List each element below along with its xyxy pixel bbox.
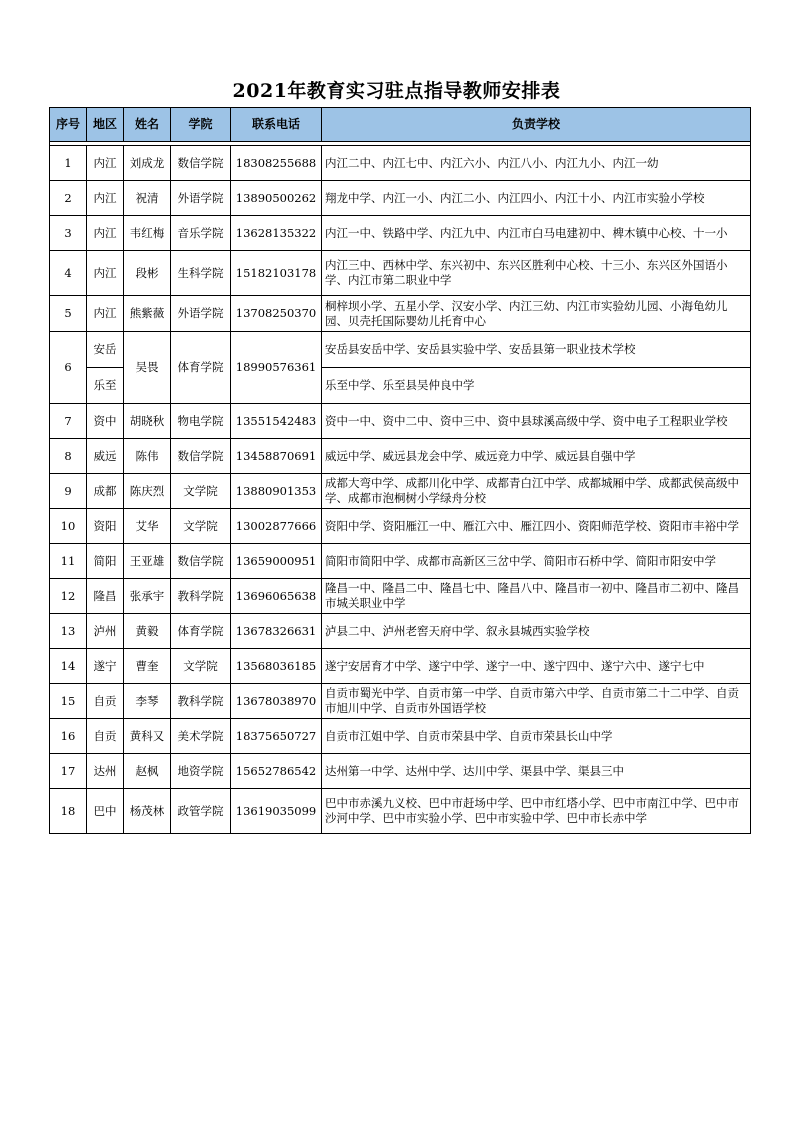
row-region: 资阳 xyxy=(87,509,124,544)
row-college: 文学院 xyxy=(171,509,231,544)
row-college: 生科学院 xyxy=(171,251,231,296)
row-number: 9 xyxy=(50,474,87,509)
row-schools: 翔龙中学、内江一小、内江二小、内江四小、内江十小、内江市实验小学校 xyxy=(322,181,751,216)
document-title: 2021年教育实习驻点指导教师安排表 xyxy=(232,80,561,102)
row-region: 内江 xyxy=(87,146,124,181)
table-row xyxy=(50,439,751,474)
row-schools: 内江三中、西林中学、东兴初中、东兴区胜利中心校、十三小、东兴区外国语小学、内江市第二职业中学 xyxy=(322,251,751,296)
row-number: 18 xyxy=(50,789,87,834)
row-phone: 13628135322 xyxy=(231,216,322,251)
row-number: 15 xyxy=(50,684,87,719)
row-number: 4 xyxy=(50,251,87,296)
row-schools: 巴中市赤溪九义校、巴中市赶场中学、巴中市红塔小学、巴中市南江中学、巴中市沙河中学、巴中市实验小学、巴中市实验中学、巴中市长赤中学 xyxy=(322,789,751,834)
row-schools: 简阳市简阳中学、成都市高新区三岔中学、简阳市石桥中学、简阳市阳安中学 xyxy=(322,544,751,579)
row-schools: 成都大弯中学、成都川化中学、成都青白江中学、成都城厢中学、成都武侯高级中学、成都市泡桐树小学绿舟分校 xyxy=(322,474,751,509)
row-college: 音乐学院 xyxy=(171,216,231,251)
row-region: 乐至 xyxy=(87,368,124,404)
row-teacher-name: 黄毅 xyxy=(124,614,171,649)
row-region: 内江 xyxy=(87,216,124,251)
row-phone: 13002877666 xyxy=(231,509,322,544)
row-phone: 18308255688 xyxy=(231,146,322,181)
table-row xyxy=(50,146,751,181)
row-region: 隆昌 xyxy=(87,579,124,614)
row-number: 6 xyxy=(50,332,87,404)
row-number: 8 xyxy=(50,439,87,474)
row-schools: 资中一中、资中二中、资中三中、资中县球溪高级中学、资中电子工程职业学校 xyxy=(322,404,751,439)
row-phone: 13551542483 xyxy=(231,404,322,439)
row-schools: 遂宁安居育才中学、遂宁中学、遂宁一中、遂宁四中、遂宁六中、遂宁七中 xyxy=(322,649,751,684)
row-college: 美术学院 xyxy=(171,719,231,754)
row-teacher-name: 王亚雄 xyxy=(124,544,171,579)
row-college: 教科学院 xyxy=(171,684,231,719)
row-college: 文学院 xyxy=(171,474,231,509)
row-schools: 资阳中学、资阳雁江一中、雁江六中、雁江四小、资阳师范学校、资阳市丰裕中学 xyxy=(322,509,751,544)
row-college: 外语学院 xyxy=(171,296,231,332)
table-row xyxy=(50,754,751,789)
row-teacher-name: 吴畏 xyxy=(124,332,171,404)
row-number: 16 xyxy=(50,719,87,754)
row-number: 10 xyxy=(50,509,87,544)
row-phone: 13696065638 xyxy=(231,579,322,614)
row-college: 体育学院 xyxy=(171,614,231,649)
row-phone: 13890500262 xyxy=(231,181,322,216)
row-region: 达州 xyxy=(87,754,124,789)
table-row xyxy=(50,296,751,332)
row-teacher-name: 曹奎 xyxy=(124,649,171,684)
row-region: 内江 xyxy=(87,296,124,332)
header-phone: 联系电话 xyxy=(231,108,322,142)
row-region: 巴中 xyxy=(87,789,124,834)
row-phone: 13619035099 xyxy=(231,789,322,834)
row-teacher-name: 陈伟 xyxy=(124,439,171,474)
row-region: 内江 xyxy=(87,251,124,296)
row-schools: 隆昌一中、隆昌二中、隆昌七中、隆昌八中、隆昌市一初中、隆昌市二初中、隆昌市城关职业中学 xyxy=(322,579,751,614)
table-row xyxy=(50,614,751,649)
row-teacher-name: 韦红梅 xyxy=(124,216,171,251)
row-region: 简阳 xyxy=(87,544,124,579)
row-teacher-name: 刘成龙 xyxy=(124,146,171,181)
row-college: 外语学院 xyxy=(171,181,231,216)
header-no: 序号 xyxy=(50,108,87,142)
row-region: 泸州 xyxy=(87,614,124,649)
row-phone: 18375650727 xyxy=(231,719,322,754)
header-name: 姓名 xyxy=(124,108,171,142)
row-teacher-name: 胡晓秋 xyxy=(124,404,171,439)
row-number: 14 xyxy=(50,649,87,684)
row-college: 数信学院 xyxy=(171,544,231,579)
row-college: 文学院 xyxy=(171,649,231,684)
row-number: 1 xyxy=(50,146,87,181)
row-number: 5 xyxy=(50,296,87,332)
row-teacher-name: 张承宇 xyxy=(124,579,171,614)
row-number: 2 xyxy=(50,181,87,216)
table-row xyxy=(50,579,751,614)
row-teacher-name: 熊紫薇 xyxy=(124,296,171,332)
row-teacher-name: 祝清 xyxy=(124,181,171,216)
row-schools: 自贡市蜀光中学、自贡市第一中学、自贡市第六中学、自贡市第二十二中学、自贡市旭川中学、自贡市外国语学校 xyxy=(322,684,751,719)
table-row xyxy=(50,404,751,439)
row-teacher-name: 赵枫 xyxy=(124,754,171,789)
row-number: 12 xyxy=(50,579,87,614)
row-region: 资中 xyxy=(87,404,124,439)
table-row xyxy=(50,332,751,368)
row-number: 3 xyxy=(50,216,87,251)
row-teacher-name: 艾华 xyxy=(124,509,171,544)
row-region: 自贡 xyxy=(87,684,124,719)
row-teacher-name: 黄科又 xyxy=(124,719,171,754)
row-number: 17 xyxy=(50,754,87,789)
row-teacher-name: 陈庆烈 xyxy=(124,474,171,509)
row-number: 7 xyxy=(50,404,87,439)
row-number: 11 xyxy=(50,544,87,579)
row-schools: 泸县二中、泸州老窖天府中学、叙永县城西实验学校 xyxy=(322,614,751,649)
teacher-assignment-table xyxy=(49,107,751,834)
table-row xyxy=(50,216,751,251)
table-row xyxy=(50,474,751,509)
table-row xyxy=(50,251,751,296)
header-schools: 负责学校 xyxy=(322,108,751,142)
row-schools: 安岳县安岳中学、安岳县实验中学、安岳县第一职业技术学校 xyxy=(322,332,751,368)
table-header-row xyxy=(50,108,751,142)
row-phone: 13678038970 xyxy=(231,684,322,719)
row-schools: 乐至中学、乐至县吴仲良中学 xyxy=(322,368,751,404)
row-region: 遂宁 xyxy=(87,649,124,684)
table-row xyxy=(50,181,751,216)
row-college: 数信学院 xyxy=(171,439,231,474)
row-teacher-name: 李琴 xyxy=(124,684,171,719)
row-region: 成都 xyxy=(87,474,124,509)
row-college: 地资学院 xyxy=(171,754,231,789)
row-number: 13 xyxy=(50,614,87,649)
row-college: 数信学院 xyxy=(171,146,231,181)
row-schools: 自贡市江姐中学、自贡市荣县中学、自贡市荣县长山中学 xyxy=(322,719,751,754)
table-row xyxy=(50,719,751,754)
table-body xyxy=(50,142,751,834)
row-schools: 威远中学、威远县龙会中学、威远竞力中学、威远县自强中学 xyxy=(322,439,751,474)
row-college: 政管学院 xyxy=(171,789,231,834)
row-schools: 达州第一中学、达州中学、达川中学、渠县中学、渠县三中 xyxy=(322,754,751,789)
row-schools: 内江二中、内江七中、内江六小、内江八小、内江九小、内江一幼 xyxy=(322,146,751,181)
row-region: 自贡 xyxy=(87,719,124,754)
row-phone: 13568036185 xyxy=(231,649,322,684)
row-phone: 13458870691 xyxy=(231,439,322,474)
row-teacher-name: 段彬 xyxy=(124,251,171,296)
table-row xyxy=(50,684,751,719)
row-phone: 13880901353 xyxy=(231,474,322,509)
row-region: 安岳 xyxy=(87,332,124,368)
row-phone: 13708250370 xyxy=(231,296,322,332)
table-row xyxy=(50,649,751,684)
header-college: 学院 xyxy=(171,108,231,142)
row-phone: 13678326631 xyxy=(231,614,322,649)
row-phone: 18990576361 xyxy=(231,332,322,404)
table-row xyxy=(50,544,751,579)
row-teacher-name: 杨茂林 xyxy=(124,789,171,834)
row-schools: 桐梓坝小学、五星小学、汉安小学、内江三幼、内江市实验幼儿园、小海龟幼儿园、贝壳托国际婴幼儿托育中心 xyxy=(322,296,751,332)
table-row xyxy=(50,509,751,544)
row-phone: 15652786542 xyxy=(231,754,322,789)
row-schools: 内江一中、铁路中学、内江九中、内江市白马电建初中、椑木镇中心校、十一小 xyxy=(322,216,751,251)
row-college: 体育学院 xyxy=(171,332,231,404)
header-region: 地区 xyxy=(87,108,124,142)
table-row xyxy=(50,789,751,834)
row-phone: 13659000951 xyxy=(231,544,322,579)
row-region: 威远 xyxy=(87,439,124,474)
row-college: 物电学院 xyxy=(171,404,231,439)
row-region: 内江 xyxy=(87,181,124,216)
row-phone: 15182103178 xyxy=(231,251,322,296)
row-college: 教科学院 xyxy=(171,579,231,614)
